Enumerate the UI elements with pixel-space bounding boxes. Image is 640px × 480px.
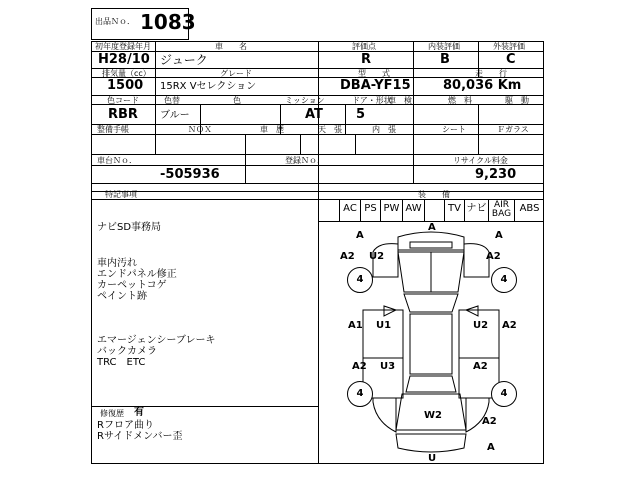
name-value: ジューク xyxy=(160,53,208,67)
damage-code: U1 xyxy=(376,320,392,331)
drive-label: 駆 動 xyxy=(505,96,529,105)
damage-code: A2 xyxy=(486,251,501,262)
doors-label: ドア・形状 xyxy=(352,96,392,105)
score-value: R xyxy=(361,52,372,67)
remarks-line: ナビSD事務局 xyxy=(97,222,162,233)
equip-airbag: AIR BAG xyxy=(489,199,515,221)
damage-code: A2 xyxy=(340,251,355,262)
damage-code: U3 xyxy=(380,361,396,372)
equipment-header: 装 備 xyxy=(418,190,450,199)
chassis-label: 車台Ｎｏ． xyxy=(97,156,137,165)
interior-grade: B xyxy=(440,52,450,67)
colortype-value: ブルー xyxy=(160,110,190,121)
doors-value: 5 xyxy=(356,107,366,122)
colortype-label: 色替 xyxy=(164,96,180,105)
remarks-line: バックカメラ xyxy=(97,346,157,357)
mission-value: AT xyxy=(305,107,323,122)
tire-front-left: 4 xyxy=(347,267,373,293)
model-value: DBA-YF15 xyxy=(340,78,411,93)
cc-value: 1500 xyxy=(107,78,144,93)
remarks-line: エンドパネル修正 xyxy=(97,269,177,280)
damage-code: W2 xyxy=(424,410,442,421)
damage-code: A xyxy=(428,222,436,233)
damage-code: U xyxy=(428,453,437,464)
cc-label: 排気量（cc） xyxy=(102,69,151,78)
damage-code: A2 xyxy=(482,416,497,427)
damage-code: A1 xyxy=(348,320,363,331)
glass-label: Ｆガラス xyxy=(497,125,529,134)
remarks-header: 特記事項 xyxy=(105,190,137,199)
equip-ps: PS xyxy=(361,199,381,221)
remarks-line: カーペットコゲ xyxy=(97,280,167,291)
equip-blank xyxy=(425,199,445,221)
exterior-grade: C xyxy=(506,52,516,67)
history-label: 車 歴 xyxy=(260,125,284,134)
damage-code: A2 xyxy=(502,320,517,331)
repair-line: Rフロア曲り xyxy=(97,420,154,431)
damage-code: A xyxy=(487,442,495,453)
damage-code: A xyxy=(495,230,503,241)
interior-trim-label: 内 張 xyxy=(372,125,396,134)
interior-label: 内装評価 xyxy=(428,42,460,51)
equip-navi: ナビ xyxy=(465,199,489,221)
inspection-label: 車 検 xyxy=(388,96,412,105)
equip-tv: TV xyxy=(445,199,465,221)
equip-aw: AW xyxy=(403,199,425,221)
tire-rear-left: 4 xyxy=(347,381,373,407)
reg-label: 初年度登録年月 xyxy=(95,42,151,51)
tire-rear-right: 4 xyxy=(491,381,517,407)
lot-label: 出品Ｎｏ． xyxy=(95,17,135,26)
mission-label: ミッション xyxy=(285,96,325,105)
regno-label: 登録Ｎｏ． xyxy=(285,156,325,165)
fuel-label: 燃 料 xyxy=(448,96,472,105)
recycle-value: 9,230 xyxy=(475,167,517,182)
grade-value: 15RX Vセレクション xyxy=(160,81,257,92)
repair-label: 修復歴 xyxy=(100,409,124,418)
recycle-label: リサイクル料金 xyxy=(453,156,508,165)
sunroof-label: 天 張 xyxy=(318,125,342,134)
colorcode-label: 色コード xyxy=(107,96,139,105)
remarks-line: エマージェンシーブレーキ xyxy=(97,335,216,346)
damage-code: U2 xyxy=(369,251,385,262)
score-label: 評価点 xyxy=(352,42,376,51)
name-label: 車 名 xyxy=(215,42,247,51)
damage-code: A xyxy=(356,230,364,241)
tire-front-right: 4 xyxy=(491,267,517,293)
model-label: 型 式 xyxy=(358,69,390,78)
equip-abs: ABS xyxy=(519,203,540,214)
mileage-label: 走 行 xyxy=(475,69,507,78)
repair-value: 有 xyxy=(134,407,144,418)
seat-label: シート xyxy=(442,125,466,134)
reg-value: H28/10 xyxy=(98,52,150,67)
mileage-value: 80,036 Km xyxy=(443,78,522,93)
chassis-value: -505936 xyxy=(160,167,220,182)
damage-code: A2 xyxy=(352,361,367,372)
damage-code: U2 xyxy=(473,320,489,331)
nox-label: ＮＯＸ xyxy=(188,125,212,134)
colorcode-value: RBR xyxy=(108,107,138,122)
remarks-line: TRC ETC xyxy=(97,357,146,368)
notes-label: 整備手帳 xyxy=(97,125,129,134)
remarks-line: ペイント跡 xyxy=(97,291,147,302)
damage-code: A2 xyxy=(473,361,488,372)
exterior-label: 外装評価 xyxy=(493,42,525,51)
color-label: 色 xyxy=(233,96,241,105)
lot-number: 1083 xyxy=(140,10,196,34)
equip-ac: AC xyxy=(340,199,361,221)
repair-line: Rサイドメンバー歪 xyxy=(97,431,183,442)
grade-label: グレード xyxy=(220,69,252,78)
remarks-line: 車内汚れ xyxy=(97,258,137,269)
equip-cell xyxy=(318,199,340,221)
equip-pw: PW xyxy=(381,199,403,221)
